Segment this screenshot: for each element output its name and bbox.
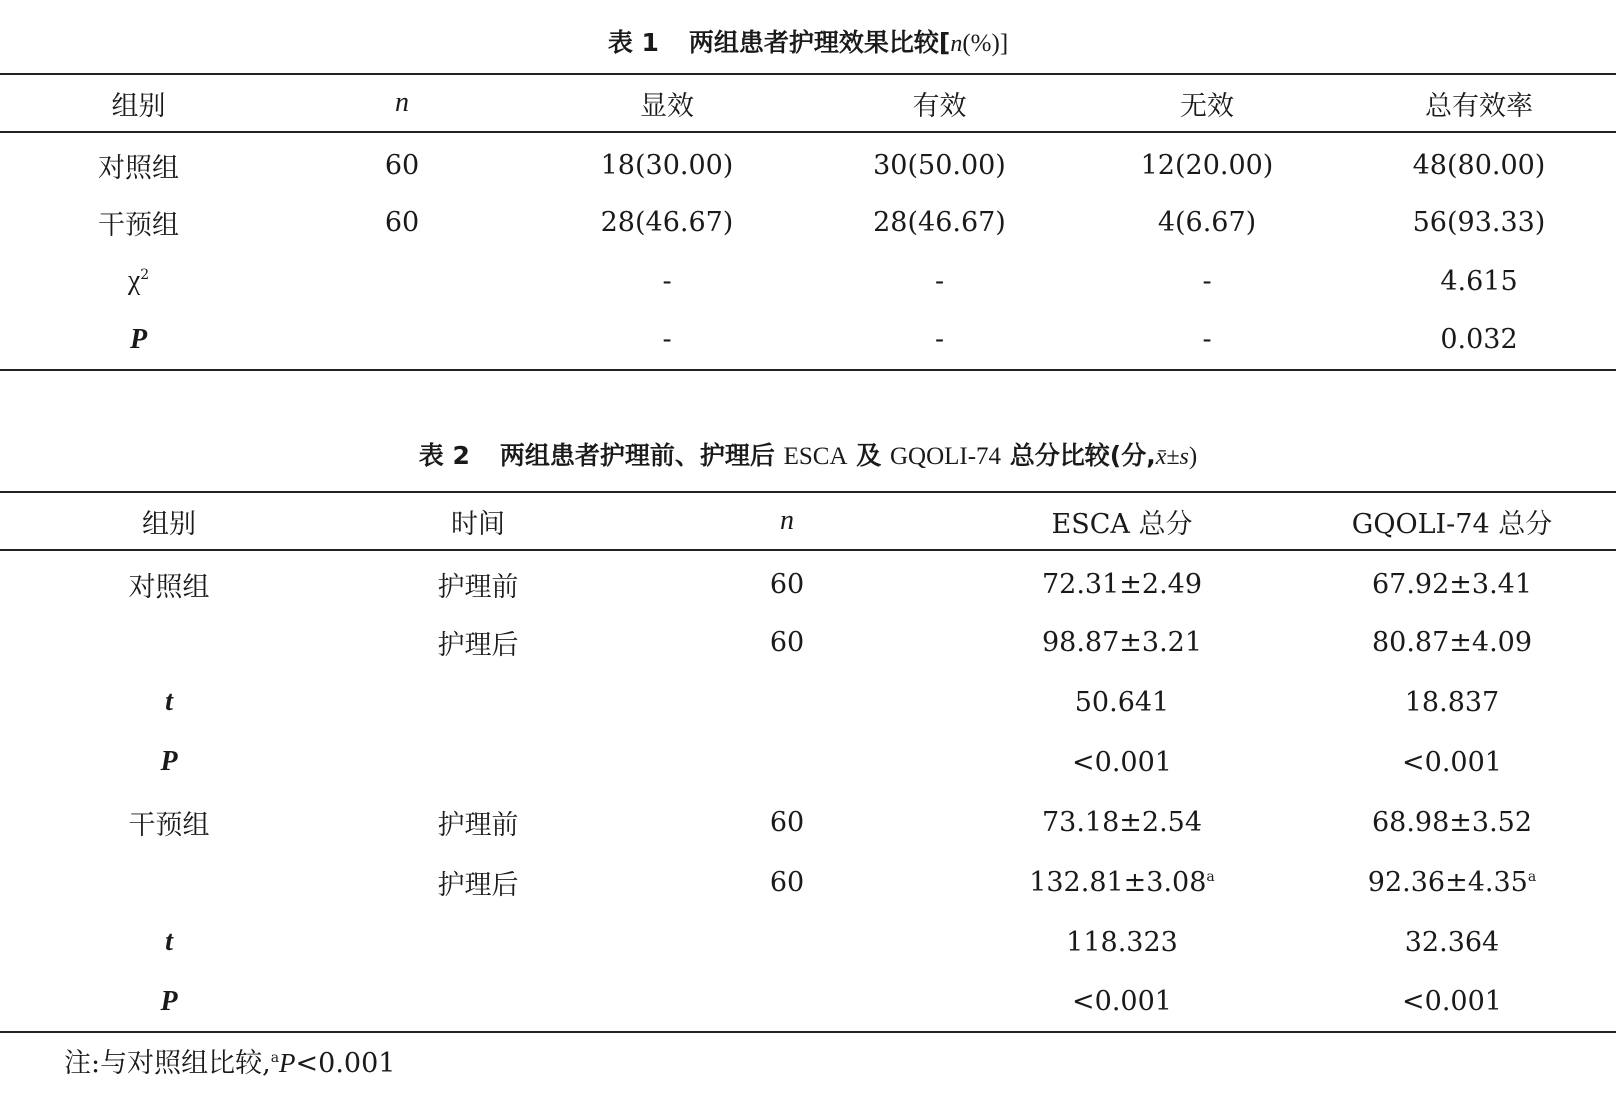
table1-caption-n: n [950,31,963,57]
footnote-value: <0.001 [295,1048,396,1079]
table2-header-n: n [618,492,956,550]
table1-cell: 对照组 [98,153,179,184]
table2-cell: 护理前 [437,809,519,841]
table2-esca-value: 132.81±3.08 [1029,866,1207,898]
table1-cell: 60 [384,150,420,181]
table2-header-row [0,492,1616,550]
table2-cell: 32.364 [1404,926,1500,958]
table2-header-time: 时间 [338,492,618,550]
table1-chi-square-label [0,252,277,310]
table2-cell: 118.323 [1066,926,1178,958]
table1-cell: 48(80.00) [1412,150,1546,181]
table1 [0,73,1616,371]
table-row [0,852,1616,912]
chi-symbol: χ [127,265,141,296]
footnote-p-symbol: P [279,1048,296,1078]
table1-cell: 12(20.00) [1140,150,1274,181]
table2 [0,491,1616,1033]
table1-header-effective: 有效 [807,74,1072,132]
table2-cell: 60 [769,626,805,658]
table2-t-label: t [165,926,173,957]
table2-cell: <0.001 [1072,746,1172,778]
table1-caption-end: (%)] [962,30,1009,57]
table1-cell [277,310,527,370]
table1-cell: 28(46.67) [600,206,734,238]
table2-cell: 60 [769,569,805,600]
table1-cell: 30(50.00) [873,150,1006,181]
table1-cell: - [934,265,945,297]
table2-caption-number: 表 2 [418,441,470,470]
table1-cell: 4(6.67) [1157,206,1257,238]
footnote-prefix: 注:与对照组比较, [64,1048,271,1079]
table1-header-group: 组别 [0,74,277,132]
table2-p-label: P [160,985,178,1017]
table2-cell [0,852,338,912]
table-row [0,310,1616,370]
table-row [0,912,1616,972]
table2-cell [618,732,956,792]
table2-cell: 干预组 [128,809,210,841]
table1-header-ineffective: 无效 [1072,74,1342,132]
superscript-a: a [1527,868,1537,885]
chi-superscript: 2 [140,267,150,283]
table2-caption-gqoli: GQOLI-74 [889,443,1002,470]
table2-p-label: P [160,746,178,777]
table1-cell: 0.032 [1440,324,1518,355]
table2-cell [618,972,956,1032]
table1-header-n: n [277,74,527,132]
table1-cell: 干预组 [98,209,179,241]
table1-header-marked: 显效 [527,74,807,132]
table2-cell [338,672,618,732]
table2-cell: 60 [769,866,805,898]
table-row [0,192,1616,252]
table2-cell: 98.87±3.21 [1041,626,1203,658]
table1-header-total-rate: 总有效率 [1342,74,1616,132]
table2-t-label: t [165,686,173,717]
table1-cell: - [662,265,672,297]
table-row [0,732,1616,792]
table-footnote [64,1046,395,1081]
table2-cell: 50.641 [1074,686,1170,718]
table2-caption-tail: 总分比较(分, [1009,441,1156,470]
table2-cell [0,612,338,672]
table2-cell [338,972,618,1032]
table-row [0,132,1616,192]
table2-caption-mid: 及 [856,441,882,470]
table1-cell: - [662,324,672,355]
table2-caption-stat: x̄±s [1155,444,1189,470]
table1-cell: 18(30.00) [600,150,734,181]
table-row [0,672,1616,732]
table2-cell [618,672,956,732]
table2-cell: <0.001 [1072,986,1172,1017]
table-row [0,612,1616,672]
table2-cell: 护理后 [437,629,519,661]
table-row [0,550,1616,612]
table2-cell-with-note [1288,852,1616,912]
table2-cell: 73.18±2.54 [1041,806,1203,838]
table2-cell: 67.92±3.41 [1371,569,1533,600]
table1-cell: - [1202,265,1212,297]
table2-cell-with-note [956,852,1288,912]
table2-cell: 对照组 [128,572,210,603]
table1-cell: - [1202,324,1212,355]
table2-caption-text: 两组患者护理前、护理后 [499,441,775,470]
table1-cell: - [934,324,945,355]
table1-header-row [0,74,1616,132]
table2-cell: 80.87±4.09 [1371,626,1533,658]
table2-caption-esca: ESCA [783,443,848,470]
table-row [0,252,1616,310]
table1-cell: 56(93.33) [1412,206,1546,238]
table1-caption [0,27,1616,60]
table2-cell [618,912,956,972]
footnote-superscript: a [270,1050,280,1066]
table1-cell: 28(46.67) [873,206,1006,238]
table2-cell: 护理后 [437,869,519,901]
table2-header-group: 组别 [0,492,338,550]
table2-gqoli-value: 92.36±4.35 [1367,866,1528,898]
table2-cell: <0.001 [1402,986,1502,1017]
table1-p-label: P [129,323,148,355]
table2-caption [0,440,1616,473]
table2-cell [338,912,618,972]
table1-cell: 60 [384,206,420,238]
table2-cell: 18.837 [1404,686,1500,718]
superscript-a: a [1206,868,1215,885]
table2-caption-close: ) [1188,443,1198,470]
table2-cell: 72.31±2.49 [1041,569,1203,600]
table1-cell: 4.615 [1440,265,1518,297]
table1-caption-text: 两组患者护理效果比较[ [688,28,951,57]
table2-cell: 护理前 [437,572,519,603]
table2-cell: 60 [769,806,805,838]
table1-cell [277,252,527,310]
table2-cell [338,732,618,792]
table2-cell: <0.001 [1402,746,1502,778]
table2-header-gqoli: GQOLI-74 总分 [1288,492,1616,550]
table2-cell: 68.98±3.52 [1371,806,1533,838]
table1-caption-number: 表 1 [607,28,659,57]
table2-header-esca: ESCA 总分 [956,492,1288,550]
table-row [0,972,1616,1032]
table-row [0,792,1616,852]
